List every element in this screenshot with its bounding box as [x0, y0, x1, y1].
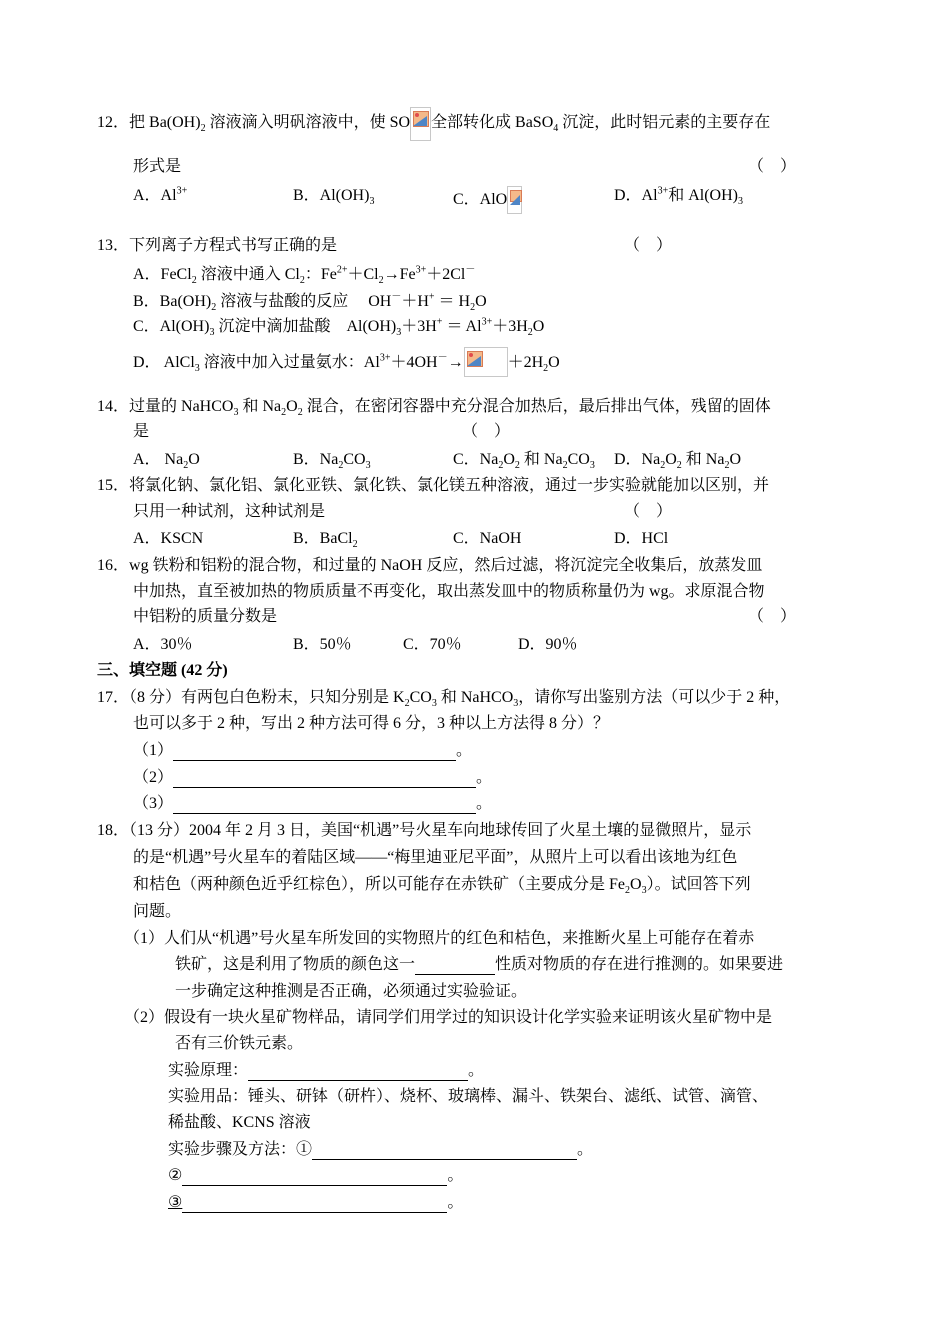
q18-line2: 的是“机遇”号火星车的着陆区域——“梅里迪亚尼平面”，从照片上可以看出该地为红色	[133, 849, 738, 866]
q17-answer-2: （2） 。	[133, 769, 493, 786]
q12-option-b: B．$Al(OH)_3$	[293, 187, 375, 208]
q12-option-a: A．$Al^{3+}$	[133, 185, 188, 204]
q13-option-d: D． AlCl$_3$ 溶液中加入过量氨水：$Al^{3+}+4OH^-\to$ $+2H_2O$	[133, 347, 560, 377]
q18-supplies-line1: 实验用品：锤头、研钵（研杵）、烧杯、玻璃棒、漏斗、铁架台、滤纸、试管、滴管、	[168, 1088, 769, 1105]
q16-line1: 16．wg 铁粉和铝粉的混合物，和过量的 NaOH 反应，然后过滤，将沉淀完全收集后，放蒸发皿	[97, 557, 763, 574]
q16-option-c: C．70％	[403, 636, 462, 653]
answer-blank[interactable]	[182, 1169, 447, 1186]
q14-line1: 14．过量的 NaHCO$_3$ 和 $Na_2O_2$ 混合，在密闭容器中充分混合加热后，最后排出气体，残留的固体	[97, 398, 771, 419]
q18-part2-line1: （2）假设有一块火星矿物样品，请同学们用学过的知识设计化学实验来证明该火星矿物中是	[124, 1009, 773, 1026]
answer-blank[interactable]	[182, 1196, 447, 1213]
q14-option-c: C．$Na_2O_2$ 和 $Na_2CO_3$	[453, 451, 595, 472]
q15-option-c: C．NaOH	[453, 530, 522, 547]
q14-option-a: A． $Na_2O$	[133, 451, 200, 472]
q18-principle: 实验原理： 。	[168, 1062, 485, 1079]
answer-blank[interactable]	[312, 1143, 577, 1160]
q18-part1-line3: 一步确定这种推测是否正确，必须通过实验验证。	[175, 983, 528, 1000]
q12-line1: 12．把 $Ba(OH)_2$ 溶液滴入明矾溶液中，使 SO 全部转化成 BaSO$_4$ 沉淀，此时铝元素的主要存在	[97, 107, 770, 141]
answer-blank[interactable]	[173, 744, 456, 761]
q18-supplies-line2: 稀盐酸、KCNS 溶液	[168, 1114, 311, 1131]
q13-answer-bracket: （ ）	[624, 237, 673, 254]
q15-line1: 15．将氯化钠、氯化铝、氯化亚铁、氯化铁、氯化镁五种溶液，通过一步实验就能加以区别，并	[97, 477, 770, 494]
q18-step3: ③ 。	[168, 1194, 464, 1211]
q18-part1-line1: （1）人们从“机遇”号火星车所发回的实物照片的红色和桔色，来推断火星上可能存在着赤	[124, 930, 755, 947]
q17-answer-3: （3） 。	[133, 795, 493, 812]
q13-option-a: A．FeCl$_2$ 溶液中通入 $Cl_2$：$Fe^{2+}+Cl_2\to Fe^{3+}+2Cl^-$	[133, 264, 476, 287]
q18-line3: 和桔色（两种颜色近乎红棕色），所以可能存在赤铁矿（主要成分是 $Fe_2O_3$）。试回答下列	[133, 876, 751, 897]
answer-blank[interactable]	[173, 771, 476, 788]
q16-line2: 中加热，直至被加热的物质质量不再变化，取出蒸发皿中的物质称量仍为 wg。求原混合物	[133, 583, 765, 600]
q15-option-a: A．KSCN	[133, 530, 204, 547]
q17-answer-1: （1） 。	[133, 742, 473, 759]
q16-line3: 中铝粉的质量分数是	[133, 608, 278, 625]
q17-line2: 也可以多于 2 种，写出 2 种方法可得 6 分，3 种以上方法得 8 分）？	[133, 715, 610, 732]
broken-image-icon	[464, 347, 508, 377]
q13-stem: 13．下列离子方程式书写正确的是	[97, 237, 338, 254]
answer-blank[interactable]	[173, 797, 476, 814]
broken-image-icon	[410, 107, 431, 141]
section-heading: 三、填空题 (42 分)	[97, 662, 228, 679]
q13-option-c: C．$Al(OH)_3$ 沉淀中滴加盐酸 $Al(OH)_3+3H^+ = Al^{3+}+3H_2O$	[133, 316, 545, 339]
q16-option-a: A．30％	[133, 636, 193, 653]
q12-option-d: D．$Al^{3+}$和 $Al(OH)_3$	[614, 185, 743, 208]
q15-option-b: B．BaCl$_2$	[293, 530, 358, 551]
q16-option-b: B．50％	[293, 636, 352, 653]
q18-part2-line2: 否有三价铁元素。	[175, 1035, 304, 1052]
q13-option-b: B．$Ba(OH)_2$ 溶液与盐酸的反应 $OH^-+H^+ = H_2O$	[133, 291, 487, 314]
q18-line1: 18．（13 分）2004 年 2 月 3 日，美国“机遇”号火星车向地球传回了火星土壤的显微照片，显示	[97, 822, 752, 839]
answer-blank[interactable]	[415, 958, 495, 975]
q16-option-d: D．90％	[518, 636, 578, 653]
q14-line2: 是	[133, 423, 150, 440]
q18-line4: 问题。	[133, 903, 182, 920]
q14-answer-bracket: （ ）	[462, 423, 511, 440]
q14-option-d: D．$Na_2O_2$ 和 $Na_2O$	[614, 451, 742, 472]
q12-line2: 形式是	[133, 158, 182, 175]
q15-answer-bracket: （ ）	[624, 503, 673, 520]
q14-option-b: B．$Na_2CO_3$	[293, 451, 371, 472]
broken-image-icon	[507, 186, 522, 214]
q18-step1: 实验步骤及方法：① 。	[168, 1141, 594, 1158]
q15-line2: 只用一种试剂，这种试剂是	[133, 503, 326, 520]
q18-step2: ② 。	[168, 1167, 464, 1184]
answer-blank[interactable]	[248, 1064, 468, 1081]
q12-answer-bracket: （ ）	[748, 158, 797, 175]
q15-option-d: D．HCl	[614, 530, 669, 547]
q18-part1-line2: 铁矿，这是利用了物质的颜色这一 性质对物质的存在进行推测的。如果要进	[175, 956, 784, 973]
q17-line1: 17．（8 分）有两包白色粉末，只知分别是 $K_2CO_3$ 和 NaHCO$_3$，请你写出鉴别方法（可以少于 2 种，	[97, 689, 791, 710]
q16-answer-bracket: （ ）	[748, 608, 797, 625]
q12-option-c: C．AlO	[453, 186, 522, 214]
